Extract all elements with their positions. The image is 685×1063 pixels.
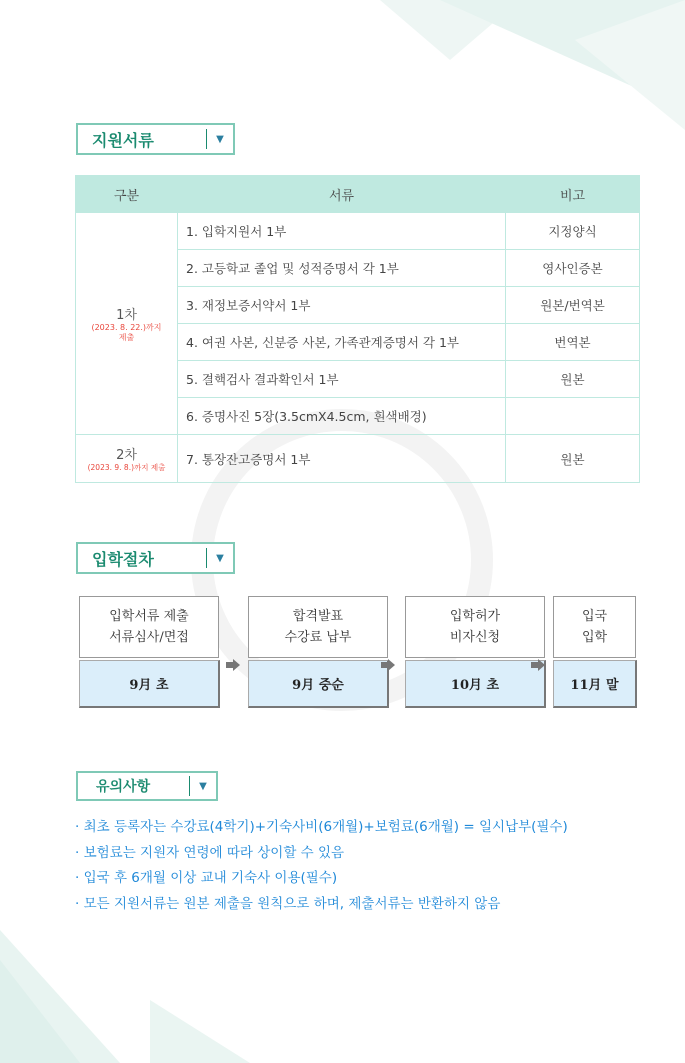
right-arrow-icon [380,657,396,673]
document-cell: 1. 입학지원서 1부 [178,213,506,250]
procedure-step-line2: 입학 [581,630,608,645]
procedure-step-date: 9月 초 [79,660,220,708]
header-category: 구분 [76,176,178,213]
right-arrow-icon [530,657,546,673]
dropdown-arrow-icon[interactable]: ▼ [216,133,224,145]
list-item: · 보험료는 지원자 연령에 따라 상이할 수 있음 [75,844,345,861]
notes-list [75,815,675,917]
procedure-step-box [405,596,545,658]
header-remarks: 비고 [506,176,640,213]
procedure-step-date: 10月 초 [405,660,546,708]
procedure-step-line1: 입학서류 제출 [109,609,189,624]
procedure-step-line1: 합격발표 [292,609,344,624]
right-arrow-icon [225,657,241,673]
procedure-step-box [79,596,219,658]
round1-deadline: (2023. 8. 22.)까지 제출 [91,323,162,342]
list-item: · 모든 지원서류는 원본 제출을 원칙으로 하며, 제출서류는 반환하지 않음 [75,895,501,912]
round2-label: 2차 [116,448,137,463]
procedure-step-line2: 수강료 납부 [284,630,352,645]
remark-cell: 번역본 [506,324,640,361]
procedure-section-title: 입학절차 [92,549,154,569]
table-row [76,213,640,250]
document-cell: 4. 여권 사본, 신분증 사본, 가족관계증명서 각 1부 [178,324,506,361]
remark-cell [506,398,640,435]
round2-deadline: (2023. 9. 8.)까지 제출 [87,463,166,472]
procedure-step-date: 11月 말 [553,660,637,708]
round1-label: 1차 [116,308,137,323]
document-cell: 3. 재정보증서약서 1부 [178,287,506,324]
round2-cell [76,435,178,483]
documents-table [75,175,640,483]
remark-cell: 영사인증본 [506,250,640,287]
document-cell: 6. 증명사진 5장(3.5cmX4.5cm, 흰색배경) [178,398,506,435]
procedure-section-tab[interactable] [76,542,235,574]
documents-section-tab[interactable] [76,123,235,155]
procedure-step-line1: 입국 [581,609,608,624]
document-cell: 7. 통장잔고증명서 1부 [178,435,506,483]
dropdown-arrow-icon[interactable]: ▼ [216,552,224,564]
table-header-row [76,176,640,213]
procedure-step-date: 9月 중순 [248,660,389,708]
remark-cell: 지정양식 [506,213,640,250]
procedure-step-box [248,596,388,658]
remark-cell: 원본/번역본 [506,287,640,324]
dropdown-arrow-icon[interactable]: ▼ [199,780,207,792]
notes-section-tab[interactable] [76,771,218,801]
procedure-step-line1: 입학허가 [449,609,501,624]
document-cell: 5. 결핵검사 결과확인서 1부 [178,361,506,398]
document-cell: 2. 고등학교 졸업 및 성적증명서 각 1부 [178,250,506,287]
procedure-step-line2: 비자신청 [449,630,501,645]
notes-section-title: 유의사항 [96,779,151,795]
remark-cell: 원본 [506,361,640,398]
table-row [76,435,640,483]
round1-cell [76,213,178,435]
documents-section-title: 지원서류 [92,130,154,150]
list-item: · 최초 등록자는 수강료(4학기)+기숙사비(6개월)+보험료(6개월) = 일시납부(필수) [75,819,568,835]
header-documents: 서류 [178,176,506,213]
procedure-step-line2: 서류심사/면접 [109,630,189,645]
list-item: · 입국 후 6개월 이상 교내 기숙사 이용(필수) [75,870,338,886]
remark-cell: 원본 [506,435,640,483]
procedure-step-box [553,596,636,658]
